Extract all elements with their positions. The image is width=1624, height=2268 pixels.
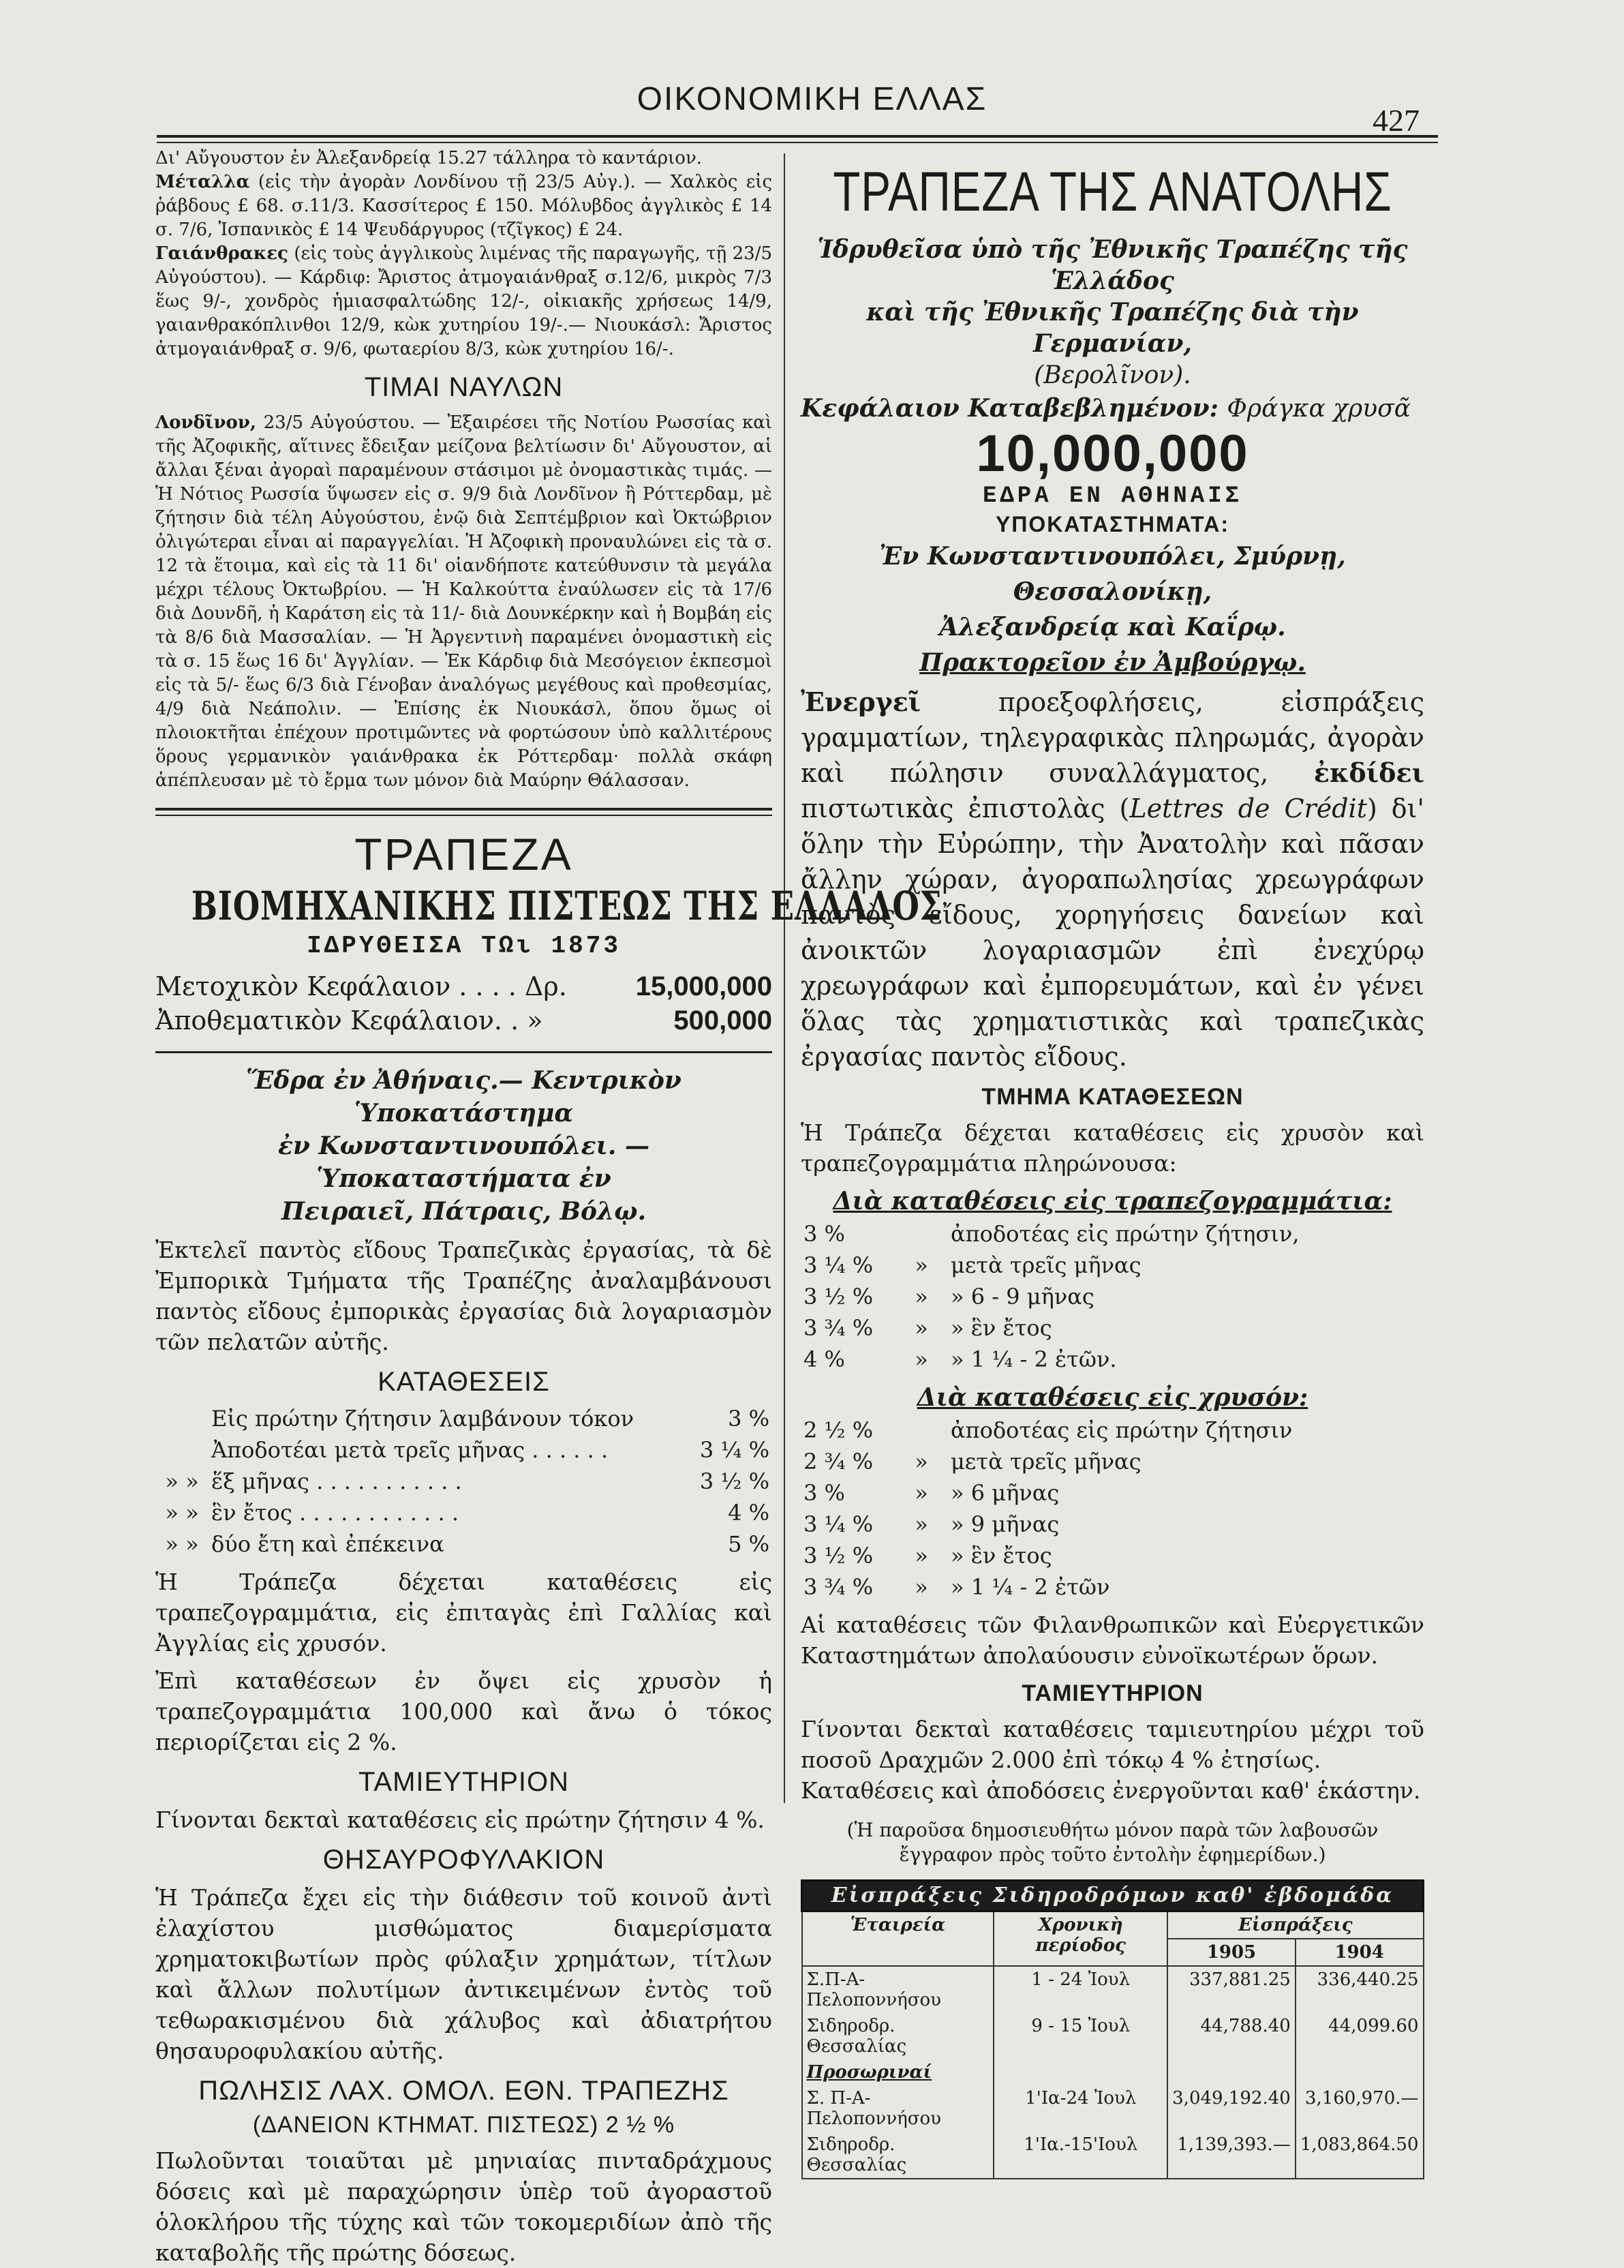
business-paragraph: Ἐκτελεῖ παντὸς εἴδους Τραπεζικὰς ἐργασίας, τὰ δὲ Ἐμπορικὰ Τμήματα τῆς Τραπέζης ἀναλαμβάνουσι παντὸς εἴδους ἐμπορικὰς ἐργασίας διὰ λογαριασμὸν τῶν πελατῶν αὐτῆς. (155, 1237, 772, 1355)
rate-term: Εἰς πρώτην ζήτησιν λαμβάνουν τόκον (211, 1406, 634, 1432)
branches-line: Ἐν Κωνσταντινουπόλει, Σμύρνῃ, Θεσσαλονίκῃ, (879, 542, 1346, 606)
ditto-mark (895, 1218, 948, 1250)
eastern-savings-paragraph: Γίνονται δεκταὶ καταθέσεις ταμιευτηρίου μέχρι τοῦ ποσοῦ Δραχμῶν 2.000 ἐπὶ τόκῳ 4 % ἐτησίως. (801, 1716, 1424, 1773)
rate-value: 3 ¾ % (803, 1315, 874, 1341)
row-period: 1'Ια.-15'Ιουλ (994, 2132, 1167, 2179)
rate-value: 3 ¼ % (803, 1511, 874, 1537)
rate-term: ἓν ἔτος . . . . . . . . . . . . (211, 1500, 459, 1526)
row-company: Σ.Π-Α-Πελοποννήσου (802, 1966, 994, 2013)
paid-capital-label: Κεφάλαιον Καταβεβλημένον: (801, 394, 1219, 423)
row-value: 3,160,970.— (1296, 2085, 1424, 2132)
table-row (802, 1966, 1424, 2013)
rate-value: 3 % (728, 1406, 769, 1432)
ditto-mark: » (915, 1449, 928, 1475)
branches-heading: ΥΠΟΚΑΤΑΣΤΗΜΑΤΑ: (995, 512, 1230, 536)
rate-value: 3 % (803, 1480, 845, 1506)
rate-row (801, 1344, 1424, 1375)
vault-heading: ΘΗΣΑΥΡΟΦΥΛΑΚΙΟΝ (322, 1845, 605, 1875)
rate-value: 3 ¼ % (699, 1437, 769, 1463)
branches-line: Ἀλεξανδρείᾳ καὶ Καΐρῳ. (939, 613, 1286, 641)
ditto-mark (155, 1403, 209, 1434)
notes-deposit-heading: Διὰ καταθέσεις εἰς τραπεζογραμμάτια: (833, 1187, 1392, 1215)
header-rule-thin (157, 142, 1438, 143)
ditto-mark: » » (165, 1531, 199, 1557)
row-period: 1'Ια-24 Ἰουλ (994, 2085, 1167, 2132)
rate-value: 5 % (728, 1531, 769, 1557)
capital-currency: Φράγκα χρυσᾶ (1227, 395, 1411, 423)
industrial-bank-founded: ΙΔΡΥΘΕΙΣΑ ΤΩι 1873 (307, 932, 621, 960)
rate-row (801, 1509, 1424, 1540)
savings-paragraph: Γίνονται δεκταὶ καταθέσεις εἰς πρώτην ζήτησιν 4 %. (155, 1806, 765, 1833)
receipts-header-row (802, 1911, 1424, 1939)
share-capital-label: Μετοχικὸν Κεφάλαιον . . . . Δρ. (155, 971, 567, 1001)
table-row (802, 2059, 1424, 2085)
share-capital-row (155, 969, 772, 1003)
rate-term: » 6 μῆνας (951, 1480, 1060, 1506)
seat-line: ἐν Κωνσταντινουπόλει. —Ὑποκαταστήματα ἐν (278, 1132, 649, 1193)
rate-term: ἀποδοτέας εἰς πρώτην ζήτησιν, (951, 1221, 1300, 1247)
founded-line: καὶ τῆς Ἐθνικῆς Τραπέζης διὰ τὴν Γερμανίαν, (866, 298, 1359, 358)
ditto-mark: » (915, 1252, 928, 1278)
lottery-heading: ΠΩΛΗΣΙΣ ΛΑΧ. ΟΜΟΛ. ΕΘΝ. ΤΡΑΠΕΖΗΣ (198, 2076, 729, 2106)
deposit-dept-paragraph: Ἡ Τράπεζα δέχεται καταθέσεις εἰς χρυσὸν καὶ τραπεζογραμμάτια πληρώνουσα: (801, 1119, 1424, 1177)
rate-value: 3 ¾ % (803, 1574, 874, 1600)
table-row (802, 2132, 1424, 2179)
deposit-note: Ἡ Τράπεζα δέχεται καταθέσεις εἰς τραπεζογραμμάτια, εἰς ἐπιταγὰς ἐπὶ Γαλλίας καὶ Ἀγγλίας εἰς χρυσόν. (155, 1569, 772, 1657)
row-company: Σιδηροδρ. Θεσσαλίας (802, 2013, 994, 2059)
right-column (801, 147, 1424, 2192)
freight-label: Λονδῖνον, (155, 412, 256, 433)
lottery-subheading: (ΔΑΝΕΙΟΝ ΚΤΗΜΑΤ. ΠΙΣΤΕΩΣ) 2 ½ % (252, 2112, 675, 2138)
reserve-capital-label: Ἀποθεματικὸν Κεφάλαιον. . » (155, 1006, 543, 1035)
seat-line: Πειραιεῖ, Πάτραις, Βόλῳ. (281, 1197, 647, 1226)
rate-value: 3 ½ % (803, 1284, 874, 1310)
coal-paragraph (155, 242, 772, 361)
activities-text: προεξοφλήσεις, εἰσπράξεις γραμματίων, τηλεγραφικὰς πληρωμάς, ἀγορὰν καὶ πώλησιν συναλλάγματος, (801, 687, 1424, 788)
row-value: 3,049,192.40 (1167, 2085, 1296, 2132)
ditto-mark (895, 1415, 948, 1446)
rate-term: » 1 ¼ - 2 ἐτῶν. (951, 1346, 1117, 1372)
issues-label: ἐκδίδει (1313, 757, 1424, 788)
metals-label: Μέταλλα (155, 172, 250, 192)
founded-line: Ἱδρυθεῖσα ὑπὸ τῆς Ἐθνικῆς Τραπέζης τῆς Ἑλλάδος (817, 235, 1408, 295)
lottery-paragraph: Πωλοῦνται τοιαῦται μὲ μηνιαίας πινταδράχμους δόσεις καὶ μὲ παραχώρησιν ὑπὲρ τοῦ ἀγοραστοῦ ὁλοκλήρου τῆς τύχης καὶ τῶν τοκομεριδίων ἀπὸ τῆς καταβολῆς τῆς πρώτης δόσεως. (155, 2147, 772, 2266)
industrial-bank-title: ΤΡΑΠΕΖΑ (354, 829, 573, 879)
column-divider (784, 153, 785, 1803)
col-year: 1904 (1296, 1939, 1424, 1966)
charity-paragraph: Αἱ καταθέσεις τῶν Φιλανθρωπικῶν καὶ Εὐεργετικῶν Καταστημάτων ἀπολαύουσιν εὐνοϊκωτέρων ὅρων. (801, 1612, 1424, 1669)
rate-row (801, 1415, 1424, 1446)
rate-term: μετὰ τρεῖς μῆνας (951, 1252, 1142, 1278)
row-value: 1,139,393.— (1167, 2132, 1296, 2179)
rate-term: » 6 - 9 μῆνας (951, 1284, 1094, 1310)
rate-row (801, 1250, 1424, 1281)
coal-label: Γαιάνθρακες (155, 243, 288, 264)
agency-line: Πρακτορεῖον ἐν Ἀμβούργῳ. (919, 648, 1306, 677)
col-period: Χρονικὴ περίοδος (994, 1911, 1167, 1967)
ditto-mark: » (915, 1315, 928, 1341)
provisional-label: Προσωριναί (802, 2059, 994, 2085)
rate-value: 3 ½ % (803, 1543, 874, 1569)
vault-paragraph: Ἡ Τράπεζα ἔχει εἰς τὴν διάθεσιν τοῦ κοινοῦ ἀντὶ ἐλαχίστου μισθώματος διαμερίσματα χρηματοκιβωτίων πρὸς φύλαξιν χρημάτων, τίτλων καὶ ἄλλων πολυτίμων ἀντικειμένων ἐντὸς τοῦ τεθωρακισμένου διὰ χάλυβος καὶ ἀδιατρήτου θησαυροφυλακίου αὐτῆς. (155, 1884, 772, 2064)
metals-paragraph (155, 170, 772, 242)
rate-term: » ἓν ἔτος (951, 1315, 1052, 1341)
activities-text: ) δι' ὅλην τὴν Εὐρώπην, τὴν Ἀνατολὴν καὶ πᾶσαν ἄλλην χώραν, ἀγοραπωλησίας χρεωγράφων παντὸς εἴδους, χορηγήσεις δανείων καὶ ἀνοικτῶν λογαριασμῶν ἐπὶ ἐνεχύρῳ χρεωγράφων καὶ ἐμπορευμάτων, καὶ ἐν γένει ὅλας τὰς χρηματιστικὰς καὶ τραπεζικὰς ἐργασίας παντὸς εἴδους. (801, 793, 1424, 1072)
rate-row (801, 1218, 1424, 1250)
ditto-mark: » (915, 1511, 928, 1537)
savings-heading: ΤΑΜΙΕΥΤΗΡΙΟΝ (358, 1767, 570, 1797)
section-rule (155, 808, 772, 816)
eastern-savings-heading: ΤΑΜΙΕΥΤΗΡΙΟΝ (1022, 1680, 1204, 1706)
metals-text: (εἰς τὴν ἀγορὰν Λονδίνου τῇ 23/5 Αὐγ.). — Χαλκὸς εἰς ῥάβδους £ 68. σ.11/3. Κασσίτερος £ 150. Μόλυβδος ἀγγλικὸς £ 14 σ. 7/6, Ἱσπανικὸς £ 14 Ψευδάργυρος (τζῖγκος) £ 24. (155, 172, 772, 240)
coal-text: (εἰς τοὺς ἀγγλικοὺς λιμένας τῆς παραγωγῆς, τῇ 23/5 Αὐγούστου). — Κάρδιφ: Ἄριστος ἀτμογαιάνθραξ σ.12/6, μικρὸς 7/3 ἕως 9/-, χονδρὸς ἡμιασφαλτώδης 12/-, οἰκιακῆς χρήσεως 14/9, γαιανθρακόπλινθοι 12/9, κὼκ χυτηρίου 19/-.— Νιουκάσλ: Ἄριστος ἀτμογαιάνθραξ σ. 9/6, φωταερίου 8/3, κὼκ χυτηρίου 16/-. (155, 243, 772, 359)
founded-city: (Βερολῖνον). (1034, 361, 1191, 389)
reserve-capital-row (155, 1003, 772, 1038)
row-value: 337,881.25 (1167, 1966, 1296, 2013)
rate-term: δύο ἔτη καὶ ἐπέκεινα (211, 1531, 444, 1557)
row-period: 1 - 24 Ἰουλ (994, 1966, 1167, 2013)
receipts-title: Εἰσπράξεις Σιδηροδρόμων καθ' ἑβδομάδα (802, 1881, 1424, 1911)
ditto-mark: » (915, 1543, 928, 1569)
rate-row (155, 1466, 772, 1497)
letters-of-credit: Lettres de Crédit (1129, 793, 1367, 823)
seat-line: Ἕδρα ἐν Ἀθήναις.— Κεντρικὸν Ὑποκατάστημα (246, 1066, 681, 1128)
page-number: 427 (1373, 103, 1420, 138)
rate-term: » 1 ¼ - 2 ἐτῶν (951, 1574, 1110, 1600)
row-value: 1,083,864.50 (1296, 2132, 1424, 2179)
market-intro: Δι' Αὔγουστον ἐν Ἀλεξανδρείᾳ 15.27 τάλληρα τὸ καντάριον. (155, 148, 703, 168)
rate-row (155, 1497, 772, 1528)
ditto-mark: » (915, 1480, 928, 1506)
notes-rates-table (801, 1218, 1424, 1375)
rate-term: » 9 μῆνας (951, 1511, 1060, 1537)
freight-paragraph (155, 411, 772, 793)
rate-value: 3 % (803, 1221, 845, 1247)
publication-note: (Ἡ παροῦσα δημοσιευθήτω μόνον παρὰ τῶν λαβουσῶν ἔγγραφον πρὸς τοῦτο ἐντολὴν ἐφημερίδων.) (846, 1819, 1379, 1866)
rate-row (155, 1434, 772, 1466)
eastern-bank-seat: ΕΔΡΑ ΕΝ ΑΘΗΝΑΙΣ (982, 483, 1243, 509)
paid-capital-value: 10,000,000 (976, 425, 1249, 483)
activities-label: Ἐνεργεῖ (801, 686, 921, 717)
gold-deposit-heading: Διὰ καταθέσεις εἰς χρυσόν: (917, 1383, 1308, 1412)
deposits-heading: ΚΑΤΑΘΕΣΕΙΣ (378, 1367, 550, 1397)
row-value: 44,099.60 (1296, 2013, 1424, 2059)
ditto-mark: » » (165, 1468, 199, 1494)
receipts-title-row (802, 1881, 1424, 1911)
row-company: Σ. Π-Α-Πελοποννήσου (802, 2085, 994, 2132)
eastern-bank-title: ΤΡΑΠΕΖΑ ΤΗΣ ΑΝΑΤΟΛΗΣ (833, 161, 1392, 223)
ditto-mark: » (915, 1346, 928, 1372)
rate-term: μετὰ τρεῖς μῆνας (951, 1449, 1142, 1475)
rate-value: 3 ½ % (699, 1468, 769, 1494)
reserve-capital-amount: 500,000 (673, 1006, 772, 1035)
deposit-rates-table (155, 1403, 772, 1560)
rate-row (155, 1403, 772, 1434)
section-rule (155, 1051, 772, 1053)
deposit-note: Ἐπὶ καταθέσεων ἐν ὄψει εἰς χρυσὸν ἡ τραπεζογραμμάτια 100,000 καὶ ἄνω ὁ τόκος περιορίζεται εἰς 2 %. (155, 1667, 772, 1755)
row-value: 336,440.25 (1296, 1966, 1424, 2013)
ditto-mark: » (915, 1574, 928, 1600)
rate-row (801, 1281, 1424, 1312)
activities-text: πιστωτικὰς ἐπιστολὰς ( (801, 793, 1130, 823)
ditto-mark: » » (165, 1500, 199, 1526)
rate-value: 2 ½ % (803, 1417, 874, 1443)
deposit-dept-heading: ΤΜΗΜΑ ΚΑΤΑΘΕΣΕΩΝ (981, 1084, 1244, 1110)
paid-capital-line (801, 392, 1424, 425)
railway-receipts-table (801, 1879, 1424, 2179)
freight-heading: ΤΙΜΑΙ ΝΑΥΛΩΝ (364, 372, 564, 402)
col-receipts: Εἰσπράξεις (1167, 1911, 1423, 1939)
col-company: Ἑταιρεία (802, 1911, 994, 1967)
activities-paragraph (801, 684, 1424, 1074)
rate-row (801, 1540, 1424, 1571)
ditto-mark (155, 1434, 209, 1466)
row-company: Σιδηροδρ. Θεσσαλίας (802, 2132, 994, 2179)
rate-term: ἀποδοτέας εἰς πρώτην ζήτησιν (951, 1417, 1293, 1443)
rate-term: ἕξ μῆνας . . . . . . . . . . . (211, 1468, 462, 1494)
running-title: ΟΙΚΟΝΟΜΙΚΗ ΕΛΛΑΣ (637, 81, 987, 117)
row-period: 9 - 15 Ἰουλ (994, 2013, 1167, 2059)
eastern-savings-paragraph: Καταθέσεις καὶ ἀποδόσεις ἐνεργοῦνται καθ' ἑκάστην. (801, 1777, 1421, 1804)
rate-value: 4 % (803, 1346, 845, 1372)
industrial-bank-subtitle: ΒΙΟΜΗΧΑΝΙΚΗΣ ΠΙΣΤΕΩΣ ΤΗΣ ΕΛΛΑΔΟΣ (191, 883, 943, 929)
rate-value: 3 ¼ % (803, 1252, 874, 1278)
rate-row (801, 1571, 1424, 1603)
rate-row (801, 1312, 1424, 1344)
table-row (802, 2013, 1424, 2059)
row-value: 44,788.40 (1167, 2013, 1296, 2059)
rate-row (801, 1446, 1424, 1477)
ditto-mark: » (915, 1284, 928, 1310)
header-rule (157, 135, 1438, 138)
table-row (802, 2085, 1424, 2132)
gold-rates-table (801, 1415, 1424, 1603)
rate-term: » ἓν ἔτος (951, 1543, 1052, 1569)
rate-row (155, 1528, 772, 1560)
rate-row (801, 1477, 1424, 1509)
rate-value: 4 % (728, 1500, 769, 1526)
share-capital-amount: 15,000,000 (635, 971, 772, 1001)
freight-text: 23/5 Αὐγούστου. — Ἐξαιρέσει τῆς Νοτίου Ρωσσίας καὶ τῆς Ἀζοφικῆς, αἵτινες ἔδειξαν μείζονα βελτίωσιν δι' Αὔγουστον, αἱ ἄλλαι ξέναι ἀγοραὶ παραμένουν στάσιμοι μὲ ὀνομαστικὰς τιμάς. — Ἡ Νότιος Ρωσσία ὕψωσεν εἰς σ. 9/9 διὰ Λονδῖνον ἢ Ρόττερδαμ, μὲ ζήτησιν διὰ τέλη Αὐγούστου, ἐνῷ διὰ Σεπτέμβριον καὶ Ὀκτώβριον ὀλιγώτεραι εἶναι αἱ παραγγελίαι. Ἡ Ἀζοφικὴ προναυλώνει εἰς τὰ σ. 12 τὰ ἕτοιμα, καὶ εἰς τὰ 11 δι' οἱανδήποτε κατεύθυνσιν τὰ μεγάλα μέχρι τέλους Ὀκτωβρίου. — Ἡ Καλκούττα ἐναύλωσεν εἰς τὰ 17/6 διὰ Δουνδῆ, ἡ Καράτση εἰς τὰ 11/- διὰ Δουνκέρκην καὶ ἡ Βομβάη εἰς τὰ 8/6 διὰ Μασσαλίαν. — Ἡ Ἀργεντινὴ παραμένει ὀνομαστικὴ εἰς τὰ σ. 15 ἕως 16 δι' Ἀγγλίαν. — Ἐκ Κάρδιφ διὰ Μεσόγειον ἐκπεσμοὶ εἰς τὰ 5/- ἕως 6/3 διὰ Γένοβαν ἀναλόγως μεγέθους καὶ προθεσμίας, 4/9 διὰ Νεάπολιν. — Ἐπίσης ἐκ Νιουκάσλ, ὅπου ὅμως οἱ πλοιοκτῆται ἐπέχουν προτιμῶντες νὰ φορτώσουν ὑπὸ καλλιτέρους ὅρους γερμανικὸν γαιάνθρακα ἐκ Ρόττερδαμ· πολλὰ σκάφη ἀπέπλευσαν μὲ τὸ ἔρμα των μόνον διὰ Μαύρην Θάλασσαν. (155, 412, 772, 791)
rate-term: Ἀποδοτέαι μετὰ τρεῖς μῆνας . . . . . . (211, 1437, 609, 1463)
rate-value: 2 ¾ % (803, 1449, 874, 1475)
col-year: 1905 (1167, 1939, 1296, 1966)
